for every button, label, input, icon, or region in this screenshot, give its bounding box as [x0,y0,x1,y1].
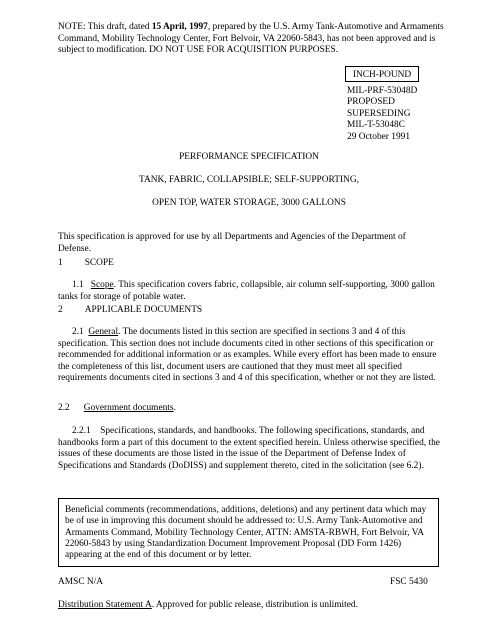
section-1-heading [58,258,440,270]
distribution-text: . Approved for public release, distribution is unlimited. [151,600,358,610]
para-1-1-number: 1.1 [72,280,84,290]
doc-id-superseding: SUPERSEDING [347,108,411,119]
para-2-1-heading: General [88,327,119,337]
approval-statement: This specification is approved for use by all Departments and Agencies of the Department of Defense. [58,232,406,254]
para-2-2-1-number: 2.2.1 [72,426,91,436]
draft-note [58,22,448,57]
section-2-title: APPLICABLE DOCUMENTS [84,305,203,315]
comments-box: Beneficial comments (recommendations, additions, deletions) and any pertinent data which may be of use in improving this document should be addressed to: U.S. Army Tank-Automotive and Armaments Command, Mobility Technology Center, ATTN: AMSTA-RBWH, Fort Belvoir, VA 22060-5843 by using Standardization Document Improvement Proposal (DD Form 1426) appearing at the end of this document or by letter. [58,498,439,567]
doc-id-superseded-number: MIL-T-53048C [347,120,405,131]
document-identifiers [347,86,467,143]
distribution-statement [58,600,440,612]
inch-pound-box: INCH-POUND [345,66,419,82]
section-1-title: SCOPE [84,258,114,268]
doc-id-status: PROPOSED [347,97,395,108]
para-2-1-number: 2.1 [72,327,84,337]
document-title-line-1: TANK, FABRIC, COLLAPSIBLE; SELF-SUPPORTING, [139,175,359,185]
heading-2-2 [58,403,440,415]
heading-2-2-number: 2.2 [58,403,70,413]
para-2-2-1-text: Specifications, standards, and handbooks. The following specifications, standards, and handbooks form a part of this document to the extent specified herein. Unless otherwise specified, the issues of these documents are those listed in the issue of the Department of Defense Index of Specifications and Standards (DoDISS) and supplement thereto, cited in the solicitation (see 6.2). [58,426,440,471]
paragraph-1-1 [58,280,440,303]
doc-id-number: MIL-PRF-53048D [347,86,418,96]
distribution-label: Distribution Statement A [58,600,152,610]
draft-note-suffix: , prepared by the U.S. Army Tank-Automotive and Armaments Command, Mobility Technology Center, Fort Belvoir, VA 22060-5843, has not been approved and is subject to modification. DO NOT USE FOR ACQUISITION PURPOSES. [58,22,444,56]
heading-2-2-title: Government documents [83,403,174,413]
para-2-1-text: . The documents listed in this section are specified in sections 3 and 4 of this specification. This section does not include documents cited in other sections of this specification or recommended for additional information or as examples. While every effort has been made to ensure the completeness of this list, document users are cautioned that they must meet all specified requirements documents cited in sections 3 and 4 of this specification, whether or not they are listed. [58,327,437,384]
section-2-heading [58,305,440,317]
amsc-code: AMSC N/A [58,577,104,587]
section-2-number: 2 [58,305,63,315]
draft-note-prefix: NOTE: This draft, dated [58,22,152,32]
fsc-code: FSC 5430 [390,577,428,587]
draft-note-date: 15 April, 1997 [151,22,208,32]
document-title-line-2: OPEN TOP, WATER STORAGE, 3000 GALLONS [152,198,346,208]
paragraph-2-2-1 [58,426,440,472]
spec-type-heading: PERFORMANCE SPECIFICATION [179,152,319,162]
para-1-1-heading: Scope [90,280,114,290]
paragraph-2-1 [58,327,440,385]
para-1-1-text: . This specification covers fabric, collapsible, air column self-supporting, 3000 gallon tanks for storage of potable water. [58,280,435,302]
doc-id-date: 29 October 1991 [347,131,411,142]
section-1-number: 1 [58,258,63,268]
heading-2-2-punct: . [173,403,176,413]
